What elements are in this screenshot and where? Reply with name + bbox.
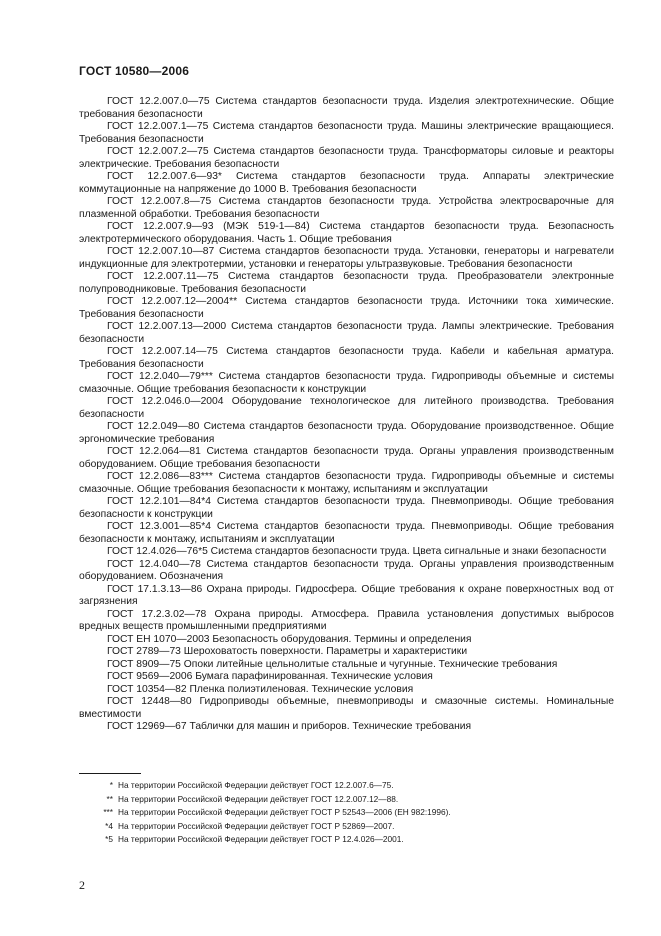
reference-item: ГОСТ 12.2.007.0—75 Система стандартов безопасности труда. Изделия электротехнические. Общие требования безопасности [79,96,614,120]
page-number: 2 [79,878,85,892]
reference-item: ГОСТ 12.4.040—78 Система стандартов безопасности труда. Органы управления производственным оборудованием. Обозначения [79,558,614,582]
reference-item: ГОСТ 12.2.040—79*** Система стандартов безопасности труда. Гидроприводы объемные и системы смазочные. Общие требования безопасности к конструкции [79,371,614,395]
reference-item: ГОСТ 12.2.007.9—93 (МЭК 519-1—84) Система стандартов безопасности труда. Безопасность электротермического оборудования. Часть 1. Общие требования [79,221,614,245]
footnote-text: На территории Российской Федерации действует ГОСТ 12.2.007.6—75. [118,780,394,790]
reference-item: ГОСТ 17.2.3.02—78 Охрана природы. Атмосфера. Правила установления допустимых выбросов вредных веществ промышленными предприятиями [79,608,614,632]
reference-item: ГОСТ 12448—80 Гидроприводы объемные, пневмоприводы и смазочные системы. Номинальные вместимости [79,696,614,720]
reference-item: ГОСТ 10354—82 Пленка полиэтиленовая. Технические условия [107,683,414,695]
footnote-item [79,820,614,834]
reference-item: ГОСТ 12.2.007.2—75 Система стандартов безопасности труда. Трансформаторы силовые и реакторы электрические. Требования безопасности [79,146,614,170]
footnote-item [79,806,614,820]
footnote-separator [79,773,141,774]
footnote-mark: * [109,780,113,790]
reference-item: ГОСТ 12.2.007.8—75 Система стандартов безопасности труда. Устройства электросварочные для плазменной обработки. Требования безопасности [79,196,614,220]
reference-item: ГОСТ 12.3.001—85*4 Система стандартов безопасности труда. Пневмоприводы. Общие требования безопасности к монтажу, испытаниям и эксплуатации [79,521,614,545]
reference-item: ГОСТ 12.2.007.1—75 Система стандартов безопасности труда. Машины электрические вращающиеся. Требования безопасности [79,121,614,145]
reference-item: ГОСТ 12.2.101—84*4 Система стандартов безопасности труда. Пневмоприводы. Общие требования безопасности к конструкции [79,496,614,520]
footnote-text: На территории Российской Федерации действует ГОСТ Р 12.4.026—2001. [118,834,404,844]
reference-item: ГОСТ 12.4.026—76*5 Система стандартов безопасности труда. Цвета сигнальные и знаки безопасности [107,546,607,557]
footnotes [79,779,614,847]
reference-item: ГОСТ 12.2.007.14—75 Система стандартов безопасности труда. Кабели и кабельная арматура. Требования безопасности [79,346,614,370]
reference-item: ГОСТ 12.2.046.0—2004 Оборудование технологическое для литейного производства. Требования безопасности [79,396,614,420]
footnote-mark: *5 [105,834,113,844]
reference-item: ГОСТ 12.2.007.10—87 Система стандартов безопасности труда. Установки, генераторы и нагреватели индукционные для электротермии, установки и генераторы ультразвуковые. Требования безопасности [79,246,614,270]
reference-item: ГОСТ 8909—75 Опоки литейные цельнолитые стальные и чугунные. Технические требования [107,658,558,670]
footnote-text: На территории Российской Федерации действует ГОСТ Р 52543—2006 (ЕН 982:1996). [118,807,451,817]
reference-item: ГОСТ 12.2.049—80 Система стандартов безопасности труда. Оборудование производственное. Общие эргономические требования [79,421,614,445]
reference-item: ГОСТ 2789—73 Шероховатость поверхности. Параметры и характеристики [107,646,468,657]
reference-item: ГОСТ 17.1.3.13—86 Охрана природы. Гидросфера. Общие требования к охране поверхностных вод от загрязнения [79,583,614,607]
reference-item: ГОСТ 12969—67 Таблички для машин и приборов. Технические требования [107,721,472,732]
reference-item: ГОСТ 12.2.007.11—75 Система стандартов безопасности труда. Преобразователи электронные полупроводниковые. Требования безопасности [79,271,614,295]
footnote-text: На территории Российской Федерации действует ГОСТ 12.2.007.12—88. [118,793,399,804]
reference-item: ГОСТ ЕН 1070—2003 Безопасность оборудования. Термины и определения [107,633,472,645]
reference-item: ГОСТ 12.2.064—81 Система стандартов безопасности труда. Органы управления производственным оборудованием. Общие требования безопасности [79,446,614,470]
reference-item: ГОСТ 12.2.007.12—2004** Система стандартов безопасности труда. Источники тока химические. Требования безопасности [79,296,614,320]
reference-item: ГОСТ 12.2.007.13—2000 Система стандартов безопасности труда. Лампы электрические. Требования безопасности [79,321,614,345]
reference-item: ГОСТ 9569—2006 Бумага парафинированная. Технические условия [107,671,433,682]
footnote-mark: *4 [105,820,113,831]
footnote-text: На территории Российской Федерации действует ГОСТ Р 52869—2007. [118,820,395,831]
footnote-item [79,793,614,807]
footnote-mark: *** [103,807,113,817]
reference-item: ГОСТ 12.2.007.6—93* Система стандартов безопасности труда. Аппараты электрические коммутационные на напряжение до 1000 В. Требования безопасности [79,171,614,195]
footnote-mark: ** [106,793,113,804]
reference-item: ГОСТ 12.2.086—83*** Система стандартов безопасности труда. Гидроприводы объемные и системы смазочные. Общие требования безопасности к монтажу, испытаниям и эксплуатации [79,471,614,495]
footnote-item [79,833,614,847]
footnote-item [79,779,614,793]
page-header: ГОСТ 10580—2006 [79,64,190,78]
normative-references [79,96,614,734]
